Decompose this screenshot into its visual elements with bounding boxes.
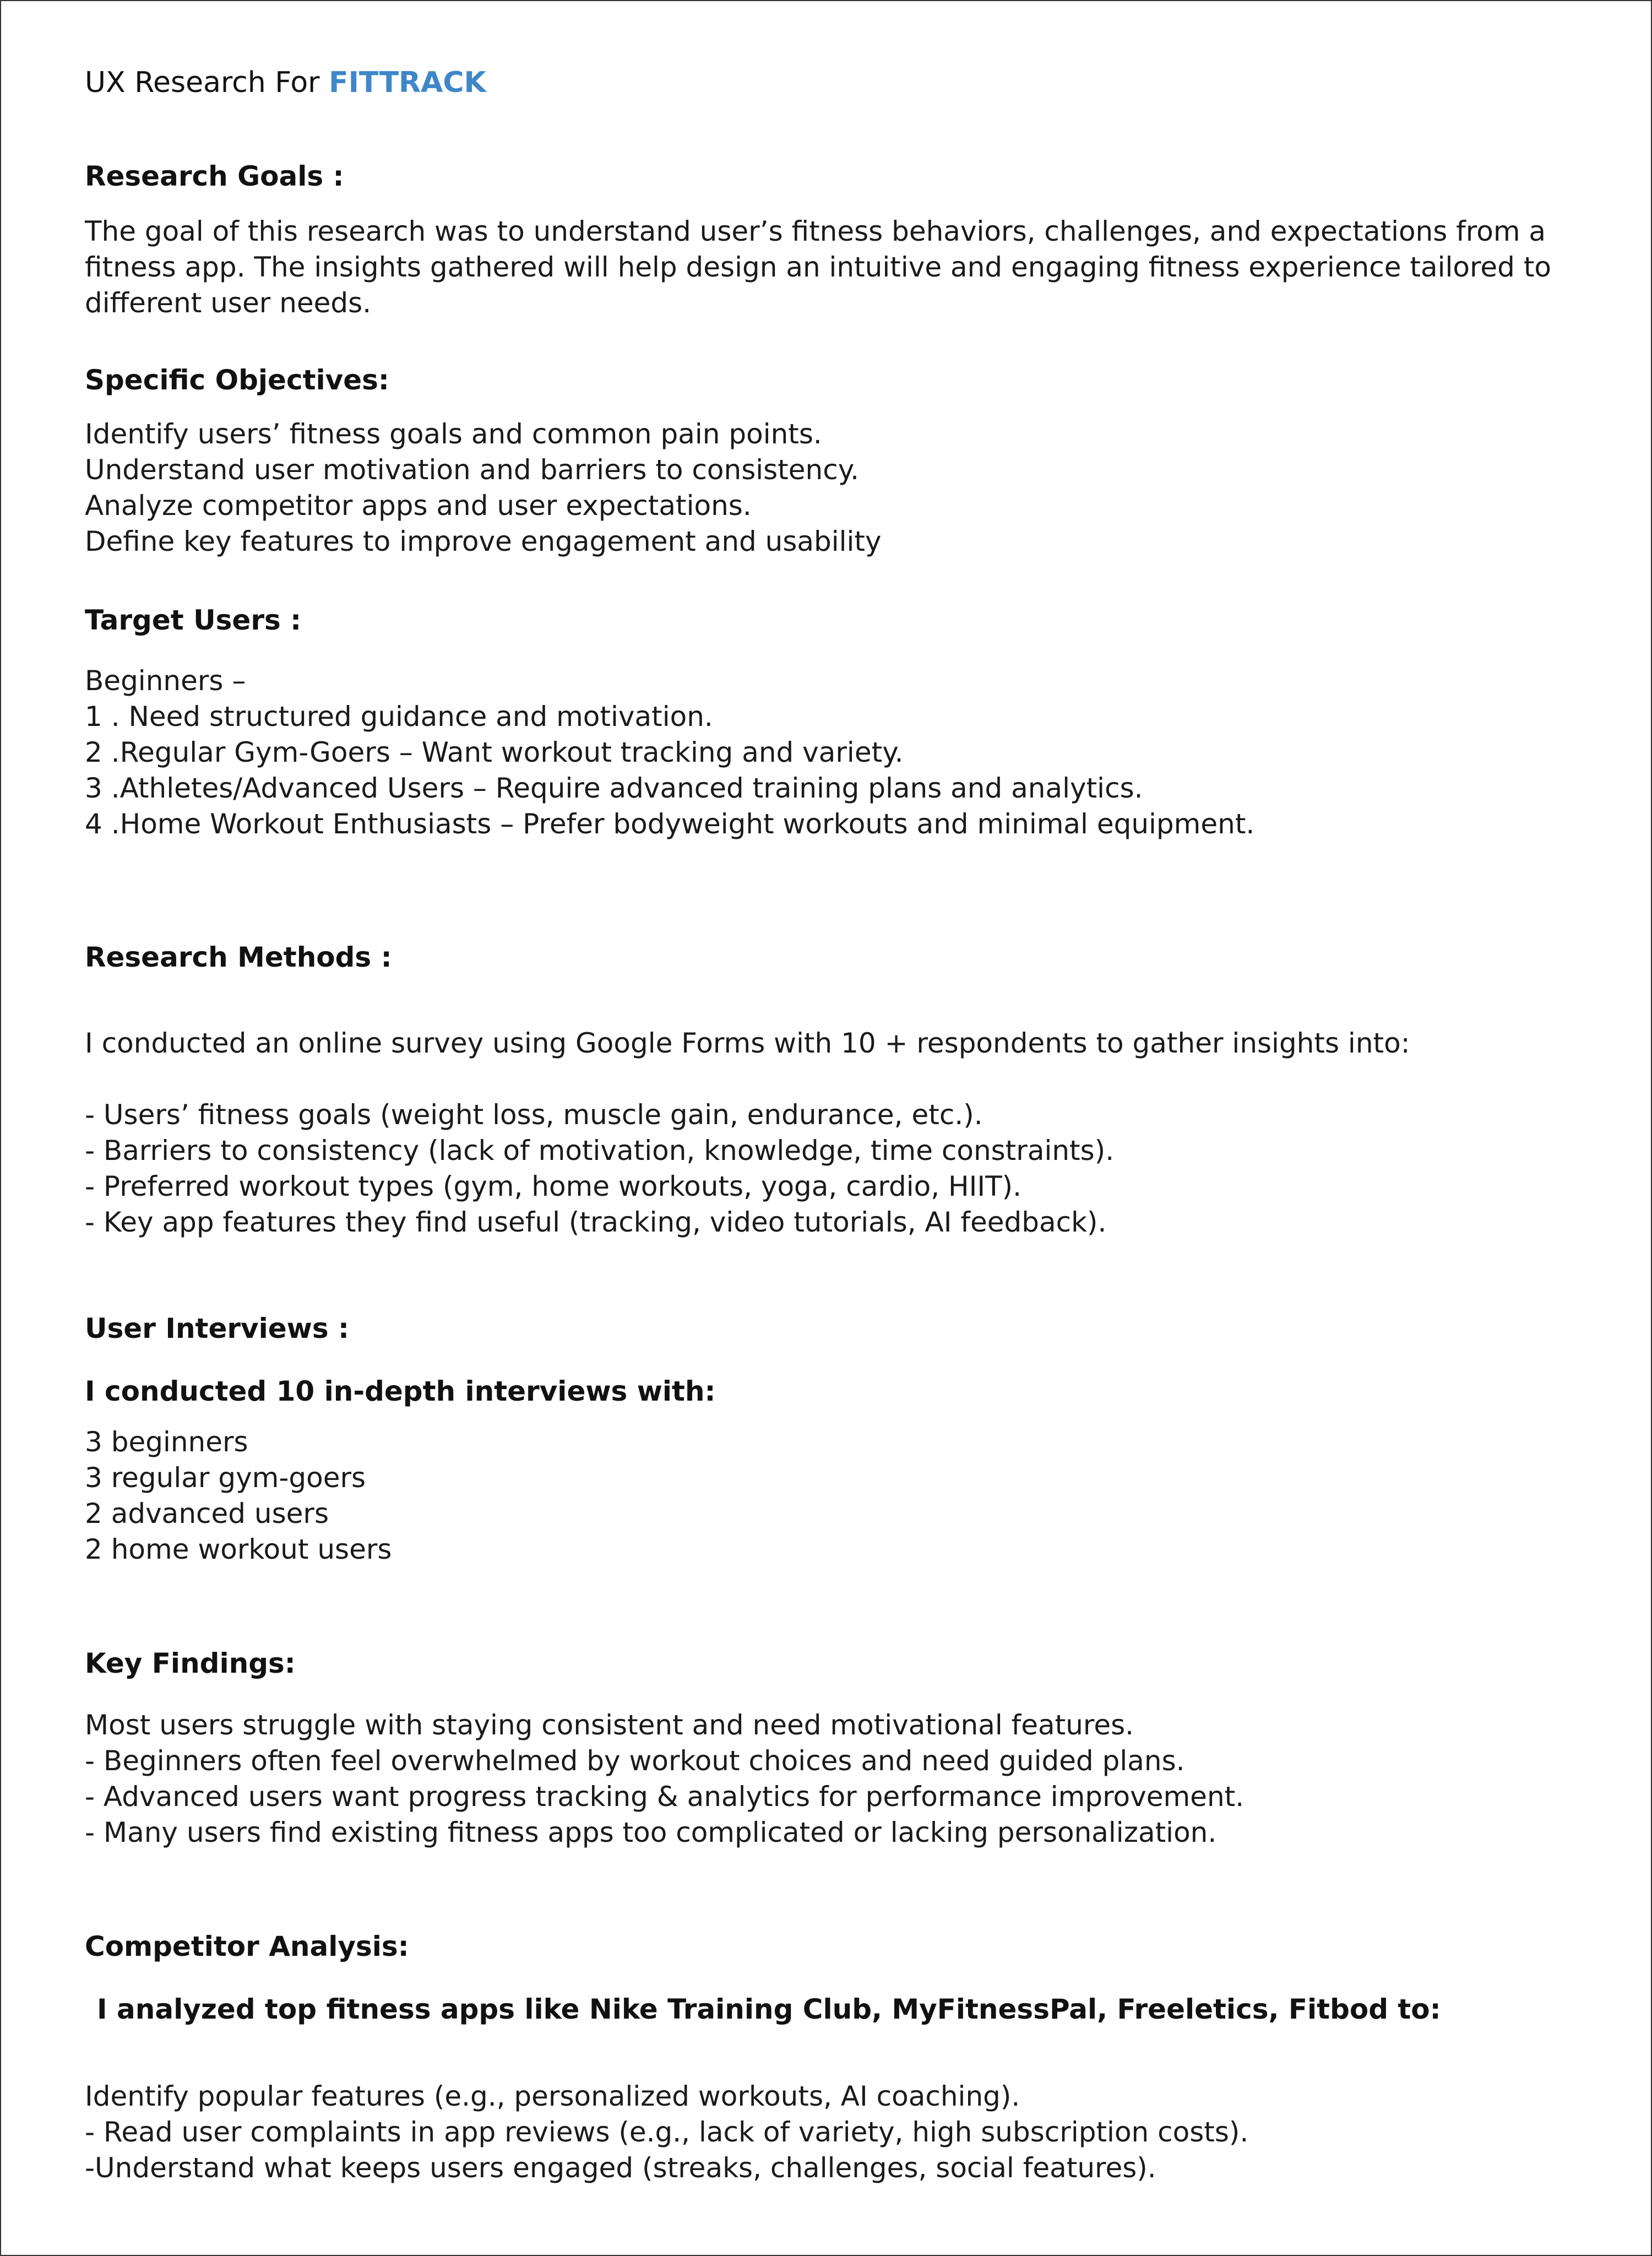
specific-objectives-list bbox=[85, 416, 882, 560]
user-interviews-heading: User Interviews : bbox=[85, 1313, 350, 1344]
competitor-item: Identify popular features (e.g., personalized workouts, AI coaching). bbox=[85, 2080, 1020, 2112]
user-interviews-subheading: I conducted 10 in-depth interviews with: bbox=[85, 1375, 716, 1407]
finding-item: - Beginners often feel overwhelmed by workout choices and need guided plans. bbox=[85, 1745, 1185, 1777]
target-user-item: 1 . Need structured guidance and motivation. bbox=[85, 701, 713, 733]
page-title bbox=[85, 65, 486, 100]
finding-item: - Advanced users want progress tracking & analytics for performance improvement. bbox=[85, 1781, 1245, 1813]
objective-item: Identify users’ fitness goals and common pain points. bbox=[85, 418, 822, 450]
competitor-analysis-heading: Competitor Analysis: bbox=[85, 1930, 409, 1962]
target-users-heading: Target Users : bbox=[85, 604, 302, 636]
objective-item: Analyze competitor apps and user expectations. bbox=[85, 490, 752, 522]
key-findings-list bbox=[85, 1707, 1244, 1851]
target-user-item: 4 .Home Workout Enthusiasts – Prefer bodyweight workouts and minimal equipment. bbox=[85, 808, 1255, 840]
research-goals-body: The goal of this research was to understand user’s fitness behaviors, challenges, and expectations from a fitness app. The insights gathered will help design an intuitive and engaging fitness experience tailored to different user needs. bbox=[85, 215, 1552, 319]
research-methods-intro: I conducted an online survey using Google Forms with 10 + respondents to gather insights into: bbox=[85, 1027, 1410, 1059]
survey-topic-item: - Barriers to consistency (lack of motivation, knowledge, time constraints). bbox=[85, 1135, 1115, 1167]
brand-name: FITTRACK bbox=[329, 66, 486, 99]
research-methods-list bbox=[85, 1097, 1114, 1240]
finding-item: Most users struggle with staying consistent and need motivational features. bbox=[85, 1709, 1134, 1741]
key-findings-heading: Key Findings: bbox=[85, 1647, 296, 1679]
interview-group-item: 3 beginners bbox=[85, 1426, 248, 1458]
title-prefix: UX Research For bbox=[85, 66, 329, 99]
competitor-item: -Understand what keeps users engaged (streaks, challenges, social features). bbox=[85, 2152, 1156, 2184]
specific-objectives-heading: Specific Objectives: bbox=[85, 364, 389, 396]
target-user-item: Beginners – bbox=[85, 665, 246, 697]
survey-topic-item: - Key app features they find useful (tracking, video tutorials, AI feedback). bbox=[85, 1206, 1107, 1238]
target-user-item: 3 .Athletes/Advanced Users – Require advanced training plans and analytics. bbox=[85, 772, 1143, 804]
competitor-item: - Read user complaints in app reviews (e.g., lack of variety, high subscription costs). bbox=[85, 2116, 1249, 2148]
objective-item: Define key features to improve engagement and usability bbox=[85, 525, 882, 557]
research-goals-heading: Research Goals : bbox=[85, 160, 344, 192]
competitor-analysis-list bbox=[85, 2079, 1248, 2186]
interview-group-item: 3 regular gym-goers bbox=[85, 1462, 366, 1494]
survey-topic-item: - Users’ fitness goals (weight loss, muscle gain, endurance, etc.). bbox=[85, 1099, 983, 1131]
competitor-analysis-subheading: I analyzed top fitness apps like Nike Training Club, MyFitnessPal, Freeletics, Fitbod to: bbox=[97, 1993, 1441, 2025]
target-users-list bbox=[85, 663, 1254, 842]
user-interviews-list bbox=[85, 1424, 392, 1568]
survey-topic-item: - Preferred workout types (gym, home workouts, yoga, cardio, HIIT). bbox=[85, 1170, 1022, 1202]
target-user-item: 2 .Regular Gym-Goers – Want workout tracking and variety. bbox=[85, 736, 904, 768]
objective-item: Understand user motivation and barriers to consistency. bbox=[85, 454, 860, 486]
research-methods-heading: Research Methods : bbox=[85, 941, 392, 973]
finding-item: - Many users find existing fitness apps too complicated or lacking personalization. bbox=[85, 1816, 1217, 1848]
interview-group-item: 2 advanced users bbox=[85, 1498, 329, 1530]
interview-group-item: 2 home workout users bbox=[85, 1533, 392, 1565]
